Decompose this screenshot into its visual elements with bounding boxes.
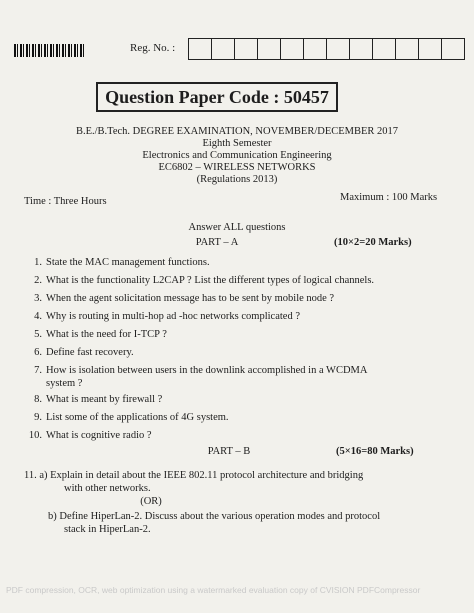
course: EC6802 – WIRELESS NETWORKS: [158, 162, 316, 173]
question-1: 1. State the MAC management functions.: [34, 257, 210, 268]
part-b-marks: (5×16=80 Marks): [336, 446, 414, 457]
barcode: [14, 44, 86, 57]
question-7: 7. How is isolation between users in the downlink accomplished in a WCDMA: [34, 365, 368, 376]
question-paper-code: Question Paper Code : 50457: [96, 82, 338, 112]
question-7-continued: system ?: [46, 378, 83, 389]
question-5: 5. What is the need for I-TCP ?: [34, 329, 167, 340]
part-b-label: PART – B: [207, 446, 251, 457]
question-10: 10. What is cognitive radio ?: [28, 430, 152, 441]
question-3: 3. When the agent solicitation message has to be sent by mobile node ?: [34, 293, 335, 304]
question-9: 9. List some of the applications of 4G system.: [34, 412, 229, 423]
or-separator: (OR): [140, 496, 162, 507]
regulations: (Regulations 2013): [196, 174, 278, 185]
reg-no-boxes: [188, 38, 465, 60]
department: Electronics and Communication Engineering: [142, 150, 332, 161]
reg-no-label: Reg. No. :: [130, 42, 176, 54]
question-11a-continued: with other networks.: [64, 483, 151, 494]
question-8: 8. What is meant by firewall ?: [34, 394, 163, 405]
question-6: 6. Define fast recovery.: [34, 347, 134, 358]
question-11b: b) Define HiperLan-2. Discuss about the various operation modes and protocol: [48, 511, 381, 522]
question-11a: 11. a) Explain in detail about the IEEE 802.11 protocol architecture and bridging: [24, 470, 364, 481]
time-label: Time : Three Hours: [24, 196, 107, 207]
semester: Eighth Semester: [202, 138, 272, 149]
part-a-marks: (10×2=20 Marks): [334, 237, 412, 248]
question-2: 2. What is the functionality L2CAP ? List the different types of logical channels.: [34, 275, 375, 286]
exam-title: B.E./B.Tech. DEGREE EXAMINATION, NOVEMBER/DECEMBER 2017: [75, 126, 399, 137]
instruction: Answer ALL questions: [188, 222, 286, 233]
question-11b-continued: stack in HiperLan-2.: [64, 524, 151, 535]
part-a-label: PART – A: [195, 237, 239, 248]
max-marks: Maximum : 100 Marks: [340, 192, 438, 203]
watermark-footer: PDF compression, OCR, web optimization using a watermarked evaluation copy of CVISION PDFCompressor: [6, 585, 421, 595]
question-4: 4. Why is routing in multi-hop ad -hoc networks complicated ?: [34, 311, 300, 322]
